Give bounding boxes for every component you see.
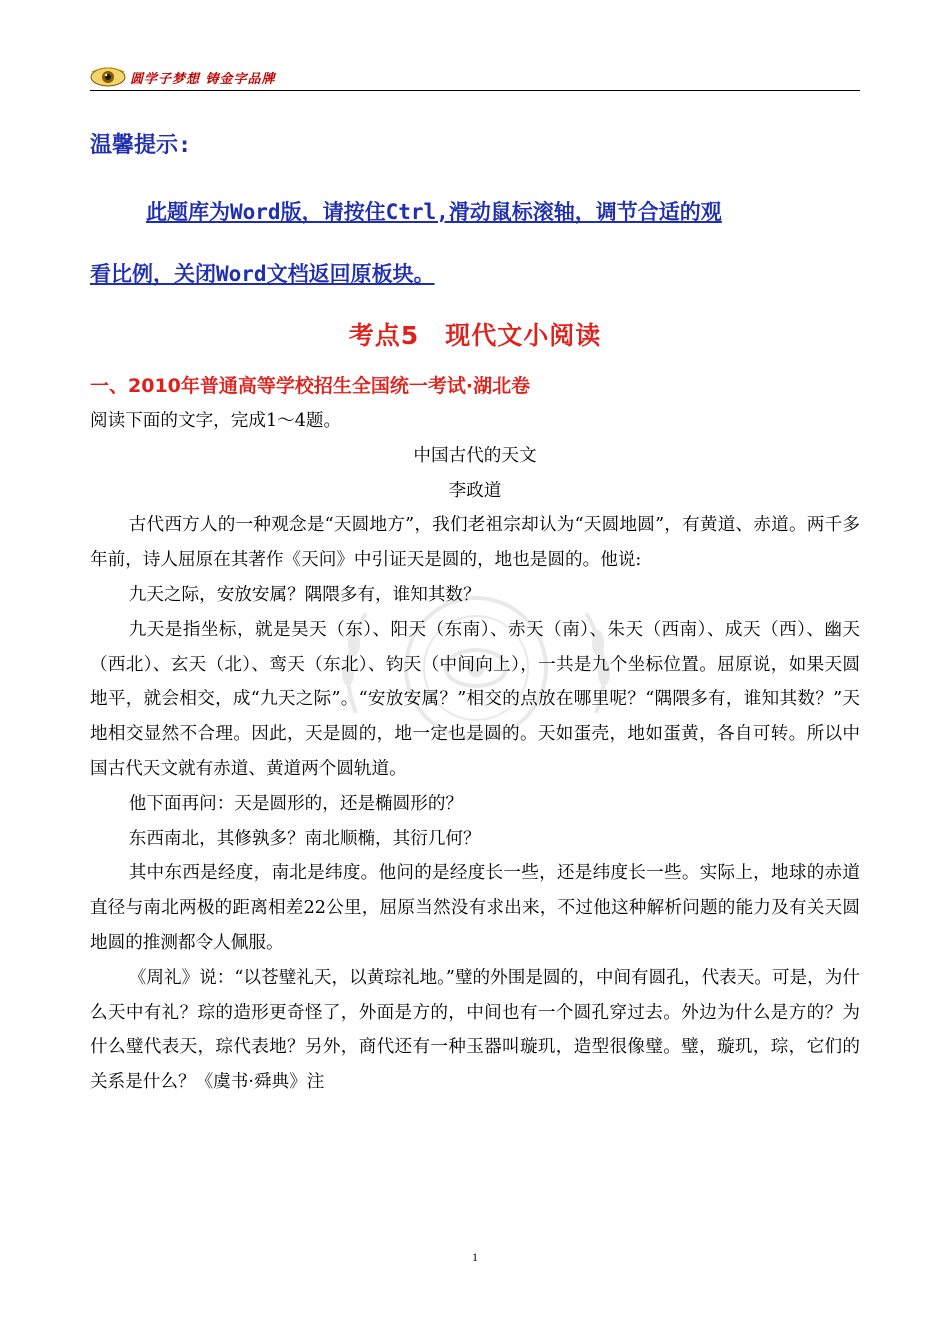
paragraph: 九天是指坐标，就是昊天（东）、阳天（东南）、赤天（南）、朱天（西南）、成天（西）、幽天（西北）、玄天（北）、鸾天（东北）、钧天（中间向上），一共是九个坐标位置。屈原说，如果天圆地平，就会相交，成“九天之际”。“安放安属？”相交的点放在哪里呢？“隅隈多有，谁知其数？”天地相交显然不合理。因此，天是圆的，地一定也是圆的。天如蛋壳，地如蛋黄，各自可转。所以中国古代天文就有赤道、黄道两个圆轨道。	[90, 619, 860, 779]
tip-line-2: 看比例，关闭Word文档返回原板块。	[90, 262, 435, 286]
page-number: 1	[472, 1250, 478, 1264]
article-body	[90, 404, 860, 1100]
paragraph: 其中东西是经度，南北是纬度。他问的是经度长一些，还是纬度长一些。实际上，地球的赤道直径与南北两极的距离相差22公里，屈原当然没有求出来，不过他这种解析问题的能力及有关天圆地圆的推测都令人佩服。	[90, 863, 860, 953]
page-header	[90, 64, 860, 92]
question-instruction: 阅读下面的文字，完成1～4题。	[90, 411, 342, 431]
paragraph: 《周礼》说：“以苍璧礼天，以黄琮礼地。”璧的外围是圆的，中间有圆孔，代表天。可是，为什么天中有礼？琮的造形更奇怪了，外面是方的，中间也有一个圆孔穿过去。外边为什么是方的？为什么璧代表天，琮代表地？另外，商代还有一种玉器叫璇玑，造型很像璧。璧，璇玑，琮，它们的关系是什么？《虞书·舜典》注	[90, 967, 860, 1093]
subsection-heading: 一、2010年普通高等学校招生全国统一考试·湖北卷	[90, 375, 531, 397]
section-title: 考点5 现代文小阅读	[348, 321, 602, 350]
header-divider	[90, 90, 860, 91]
article-author: 李政道	[448, 480, 502, 501]
paragraph: 古代西方人的一种观念是“天圆地方”，我们老祖宗却认为“天圆地圆”，有黄道、赤道。两千多年前，诗人屈原在其著作《天问》中引证天是圆的，地也是圆的。他说:	[90, 515, 860, 571]
tip-title: 温馨提示:	[90, 133, 192, 158]
article-title: 中国古代的天文	[413, 445, 537, 466]
header-slogan: 圆学子梦想 铸金字品牌	[130, 72, 276, 87]
paragraph: 他下面再问：天是圆形的，还是椭圆形的？	[128, 793, 464, 814]
tip-line-1: 此题库为Word版，请按住Ctrl,滑动鼠标滚轴，调节合适的观	[146, 200, 722, 224]
eye-logo-icon	[90, 66, 126, 88]
paragraph: 九天之际，安放安属？隅隈多有，谁知其数？	[128, 584, 481, 605]
paragraph: 东西南北，其修孰多？南北顺椭，其衍几何？	[128, 828, 481, 849]
